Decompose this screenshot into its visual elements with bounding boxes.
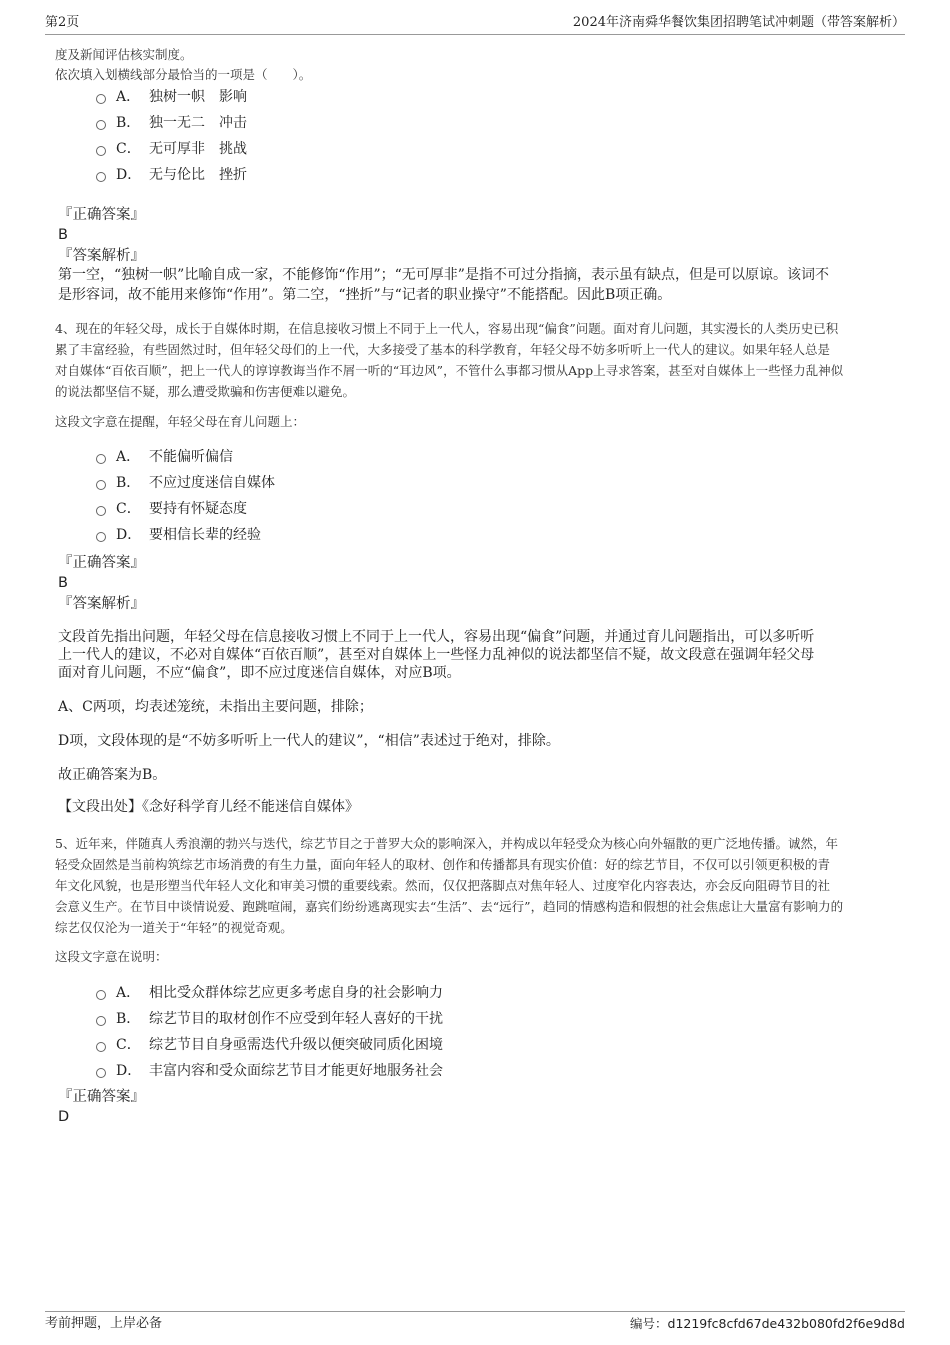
q4-passage-line2: 累了丰富经验，有些固然过时，但年轻父母们的上一代，大多接受了基本的科学教育，年轻父母不妨多听听上一代人的建议。如果年轻人总是	[55, 342, 831, 357]
q4-source: 【文段出处】《念好科学育儿经不能迷信自媒体》	[58, 799, 359, 815]
q4-analysis-line6: 故正确答案为B。	[58, 767, 167, 783]
q4-passage-line1: 4、现在的年轻父母，成长于自媒体时期，在信息接收习惯上不同于上一代人，容易出现“偏食”问题。面对育儿问题，其实漫长的人类历史已积	[55, 321, 839, 336]
q4-analysis-line2: 上一代人的建议，不必对自媒体“百依百顺”，甚至对自媒体上一些怪力乱神似的说法都坚信不疑，故文段意在强调年轻父母	[58, 647, 815, 663]
radio-icon[interactable]	[96, 146, 106, 156]
document-id: 编号：d1219fc8cfd67de432b080fd2f6e9d8d	[630, 1316, 905, 1331]
q3-answer-label: 『正确答案』	[58, 207, 145, 223]
q4-question-stem: 这段文字意在提醒，年轻父母在育儿问题上：	[55, 414, 306, 429]
q3-question-stem: 依次填入划横线部分最恰当的一项是（ ）。	[55, 67, 312, 82]
q4-option-c[interactable]: C． 要持有怀疑态度	[96, 500, 247, 518]
radio-icon[interactable]	[96, 172, 106, 182]
q5-answer-label: 『正确答案』	[58, 1089, 145, 1105]
q3-analysis-line1: 第一空，“独树一帜”比喻自成一家，不能修饰“作用”；“无可厚非”是指不可过分指摘，表示虽有缺点，但是可以原谅。该词不	[58, 267, 829, 283]
page-header	[45, 14, 905, 35]
q4-option-b[interactable]: B． 不应过度迷信自媒体	[96, 474, 275, 492]
radio-icon[interactable]	[96, 94, 106, 104]
page-number: 第2页	[45, 15, 80, 30]
document-title: 2024年济南舜华餐饮集团招聘笔试冲刺题（带答案解析）	[572, 15, 905, 30]
q4-answer: B	[58, 575, 68, 591]
q5-passage-line1: 5、近年来，伴随真人秀浪潮的勃兴与迭代，综艺节目之于普罗大众的影响深入，并构成以年轻受众为核心向外辐散的更广泛地传播。诚然，年	[55, 836, 838, 851]
q3-analysis-line2: 是形容词，故不能用来修饰“作用”。第二空，“挫折”与“记者的职业操守”不能搭配。因此B项正确。	[58, 287, 672, 303]
q3-option-b[interactable]: B． 独一无二 冲击	[96, 114, 247, 132]
q4-analysis-label: 『答案解析』	[58, 596, 145, 612]
q4-analysis-line4: A、C两项，均表述笼统，未指出主要问题，排除；	[58, 699, 373, 715]
radio-icon[interactable]	[96, 532, 106, 542]
page-footer	[45, 1311, 905, 1331]
q5-option-b[interactable]: B． 综艺节目的取材创作不应受到年轻人喜好的干扰	[96, 1010, 443, 1028]
q5-passage-line3: 年文化风貌，也是形塑当代年轻人文化和审美习惯的重要线索。然而，仅仅把落脚点对焦年轻人、过度窄化内容表达，亦会反向阻碍节目的社	[55, 878, 831, 893]
radio-icon[interactable]	[96, 454, 106, 464]
q3-answer: B	[58, 227, 68, 243]
radio-icon[interactable]	[96, 1016, 106, 1026]
q4-passage-line3: 对自媒体“百依百顺”，把上一代人的谆谆教诲当作不屑一听的“耳边风”，不管什么事都习惯从App上寻求答案，甚至对自媒体上一些怪力乱神似	[55, 363, 844, 378]
radio-icon[interactable]	[96, 1042, 106, 1052]
q4-option-d[interactable]: D． 要相信长辈的经验	[96, 526, 261, 544]
q4-analysis-line3: 面对育儿问题，不应“偏食”，即不应过度迷信自媒体，对应B项。	[58, 665, 461, 681]
q3-option-a[interactable]: A． 独树一帜 影响	[96, 88, 247, 106]
q5-option-a[interactable]: A． 相比受众群体综艺应更多考虑自身的社会影响力	[96, 984, 443, 1002]
q3-analysis-label: 『答案解析』	[58, 248, 145, 264]
q5-answer: D	[58, 1109, 70, 1125]
q3-text-line1: 度及新闻评估核实制度。	[55, 47, 193, 62]
radio-icon[interactable]	[96, 990, 106, 1000]
radio-icon[interactable]	[96, 1068, 106, 1078]
radio-icon[interactable]	[96, 480, 106, 490]
q4-passage-line4: 的说法都坚信不疑，那么遭受欺骗和伤害便难以避免。	[55, 384, 356, 399]
q5-passage-line5: 综艺仅仅沦为一道关于“年轻”的视觉奇观。	[55, 920, 293, 935]
q3-option-c[interactable]: C． 无可厚非 挑战	[96, 140, 247, 158]
q4-analysis-line1: 文段首先指出问题，年轻父母在信息接收习惯上不同于上一代人，容易出现“偏食”问题，并通过育儿问题指出，可以多听听	[58, 629, 815, 645]
q5-passage-line2: 轻受众固然是当前构筑综艺市场消费的有生力量，面向年轻人的取材、创作和传播都具有现实价值：好的综艺节目，不仅可以引领更积极的青	[55, 857, 831, 872]
q3-option-d[interactable]: D． 无与伦比 挫折	[96, 166, 247, 184]
q4-answer-label: 『正确答案』	[58, 555, 145, 571]
q5-question-stem: 这段文字意在说明：	[55, 949, 168, 964]
radio-icon[interactable]	[96, 120, 106, 130]
q4-option-a[interactable]: A． 不能偏听偏信	[96, 448, 233, 466]
q5-passage-line4: 会意义生产。在节目中谈情说爱、跑跳喧闹，嘉宾们纷纷逃离现实去“生活”、去“远行”，趋同的情感构造和假想的社会焦虑让大量富有影响力的	[55, 899, 844, 914]
q4-analysis-line5: D项，文段体现的是“不妨多听听上一代人的建议”，“相信”表述过于绝对，排除。	[58, 733, 560, 749]
q5-option-d[interactable]: D． 丰富内容和受众面综艺节目才能更好地服务社会	[96, 1062, 443, 1080]
radio-icon[interactable]	[96, 506, 106, 516]
q5-option-c[interactable]: C． 综艺节目自身亟需迭代升级以便突破同质化困境	[96, 1036, 443, 1054]
footer-slogan: 考前押题，上岸必备	[45, 1316, 163, 1331]
